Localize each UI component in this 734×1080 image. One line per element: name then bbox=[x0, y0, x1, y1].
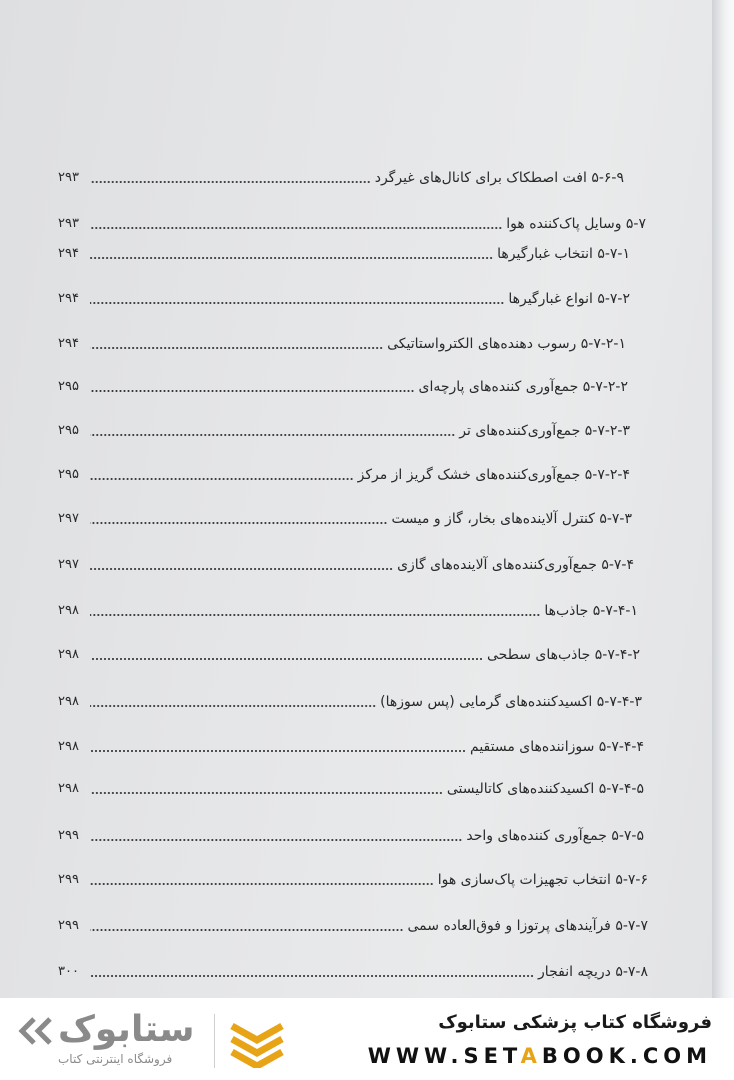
toc-entry-title: ۵-۷-۸ دریچه انفجار bbox=[538, 964, 648, 980]
toc-leader-dots bbox=[90, 749, 466, 753]
toc-entry-page: ۲۹۸ bbox=[58, 694, 79, 709]
toc-entry-title: ۵-۷-۲ انواع غبارگیرها bbox=[508, 291, 630, 307]
toc-leader-dots bbox=[90, 838, 462, 842]
toc-entry-page: ۲۹۴ bbox=[58, 291, 79, 306]
toc-entry-6 bbox=[58, 373, 628, 397]
toc-leader-dots bbox=[90, 433, 455, 437]
toc-entry-page: ۲۹۳ bbox=[58, 170, 79, 185]
toc-leader-dots bbox=[90, 521, 387, 525]
toc-entry-17 bbox=[58, 866, 648, 890]
store-name: فروشگاه کتاب پزشکی ستابوک bbox=[438, 1012, 712, 1033]
toc-entry-11 bbox=[58, 597, 638, 621]
toc-entry-18 bbox=[58, 912, 648, 936]
toc-entry-title: ۵-۷-۲-۱ رسوب دهنده‌های الکترواستاتیکی bbox=[387, 336, 626, 352]
toc-entry-page: ۲۹۵ bbox=[58, 467, 79, 482]
toc-entry-title: ۵-۷-۶ انتخاب تجهیزات پاک‌سازی هوا bbox=[437, 872, 648, 888]
toc-leader-dots bbox=[90, 657, 483, 661]
toc-leader-dots bbox=[90, 301, 504, 305]
toc-entry-page: ۲۹۹ bbox=[58, 918, 79, 933]
toc-entry-page: ۳۰۰ bbox=[58, 964, 79, 979]
toc-entry-page: ۲۹۵ bbox=[58, 379, 79, 394]
toc-entry-8 bbox=[58, 461, 630, 485]
toc-leader-dots bbox=[90, 477, 354, 481]
toc-leader-dots bbox=[90, 256, 493, 260]
toc-entry-title: ۵-۷-۲-۳ جمع‌آوری‌کننده‌های تر bbox=[459, 423, 630, 439]
toc-leader-dots bbox=[90, 613, 540, 617]
logo-wordmark: ستابوک bbox=[58, 1009, 195, 1050]
logo-divider bbox=[214, 1014, 215, 1068]
store-url bbox=[368, 1044, 712, 1068]
toc-entry-16 bbox=[58, 822, 644, 846]
toc-entry-3 bbox=[58, 240, 630, 264]
toc-entry-title: ۵-۷-۲-۲ جمع‌آوری کننده‌های پارچه‌ای bbox=[418, 379, 628, 395]
toc-leader-dots bbox=[90, 974, 534, 978]
toc-entry-page: ۲۹۹ bbox=[58, 828, 79, 843]
store-url-prefix: WWW.SET bbox=[367, 1044, 521, 1068]
toc-entry-page: ۲۹۷ bbox=[58, 557, 79, 572]
toc-entry-title: ۵-۷-۴-۵ اکسیدکننده‌های کاتالیستی bbox=[446, 781, 644, 797]
toc-entry-title: ۵-۷-۲-۴ جمع‌آوری‌کننده‌های خشک گریز از مرکز bbox=[357, 467, 630, 483]
toc-entry-page: ۲۹۴ bbox=[58, 336, 79, 351]
toc-entry-title: ۵-۷-۱ انتخاب غبارگیرها bbox=[497, 246, 630, 262]
store-url-accent: A bbox=[520, 1044, 542, 1068]
toc-leader-dots bbox=[90, 226, 502, 230]
toc-entry-title: ۵-۷-۴-۲ جاذب‌های سطحی bbox=[487, 647, 640, 663]
double-chevron-left-icon bbox=[18, 1016, 56, 1046]
toc-leader-dots bbox=[90, 928, 404, 932]
toc-entry-title: ۵-۷-۴-۱ جاذب‌ها bbox=[544, 603, 638, 619]
toc-entry-page: ۲۹۵ bbox=[58, 423, 79, 438]
toc-entry-page: ۲۹۸ bbox=[58, 603, 79, 618]
toc-entry-title: ۵-۷ وسایل پاک‌کننده هوا bbox=[506, 216, 646, 232]
toc-entry-title: ۵-۷-۴-۳ اکسیدکننده‌های گرمایی (پس سوزها) bbox=[380, 694, 642, 710]
setabook-logo bbox=[18, 1010, 288, 1072]
toc-entry-9 bbox=[58, 505, 632, 529]
toc-entry-title: ۵-۷-۳ کنترل آلاینده‌های بخار، گاز و میست bbox=[391, 511, 632, 527]
toc-leader-dots bbox=[90, 389, 415, 393]
toc-entry-13 bbox=[58, 688, 642, 712]
toc-leader-dots bbox=[90, 346, 383, 350]
toc-entry-2 bbox=[58, 210, 646, 234]
toc-entry-19 bbox=[58, 958, 648, 982]
toc-leader-dots bbox=[90, 882, 434, 886]
toc-entry-title: ۵-۷-۴ جمع‌آوری‌کننده‌های آلاینده‌های گازی bbox=[397, 557, 634, 573]
toc-entry-page: ۲۹۸ bbox=[58, 647, 79, 662]
logo-tagline: فروشگاه اینترنتی کتاب bbox=[58, 1052, 173, 1066]
toc-entry-title: ۵-۷-۷ فرآیندهای پرتوزا و فوق‌العاده سمی bbox=[407, 918, 648, 934]
store-url-suffix: BOOK.COM bbox=[541, 1044, 712, 1068]
toc-entry-page: ۲۹۸ bbox=[58, 739, 79, 754]
book-stack-emblem-icon bbox=[226, 1016, 288, 1068]
store-footer-banner bbox=[0, 998, 734, 1080]
toc-entry-4 bbox=[58, 285, 630, 309]
toc-entry-page: ۲۹۴ bbox=[58, 246, 79, 261]
toc-leader-dots bbox=[90, 791, 443, 795]
toc-entry-15 bbox=[58, 775, 644, 799]
toc-leader-dots bbox=[90, 180, 371, 184]
toc-entry-page: ۲۹۷ bbox=[58, 511, 79, 526]
toc-entry-10 bbox=[58, 551, 634, 575]
toc-entry-5 bbox=[58, 330, 626, 354]
toc-entry-title: ۵-۷-۵ جمع‌آوری کننده‌های واحد bbox=[466, 828, 644, 844]
toc-leader-dots bbox=[90, 704, 376, 708]
toc-entry-page: ۲۹۳ bbox=[58, 216, 79, 231]
toc-entry-7 bbox=[58, 417, 630, 441]
toc-entry-12 bbox=[58, 641, 640, 665]
toc-leader-dots bbox=[90, 567, 393, 571]
toc-entry-title: ۵-۷-۴-۴ سوزاننده‌های مستقیم bbox=[470, 739, 644, 755]
page-edge bbox=[712, 0, 734, 998]
toc-entry-page: ۲۹۸ bbox=[58, 781, 79, 796]
toc-entry-14 bbox=[58, 733, 644, 757]
toc-entry-page: ۲۹۹ bbox=[58, 872, 79, 887]
toc-entry-title: ۵-۶-۹ افت اصطکاک برای کانال‌های غیرگرد bbox=[374, 170, 624, 186]
toc-entry-1 bbox=[58, 164, 624, 188]
